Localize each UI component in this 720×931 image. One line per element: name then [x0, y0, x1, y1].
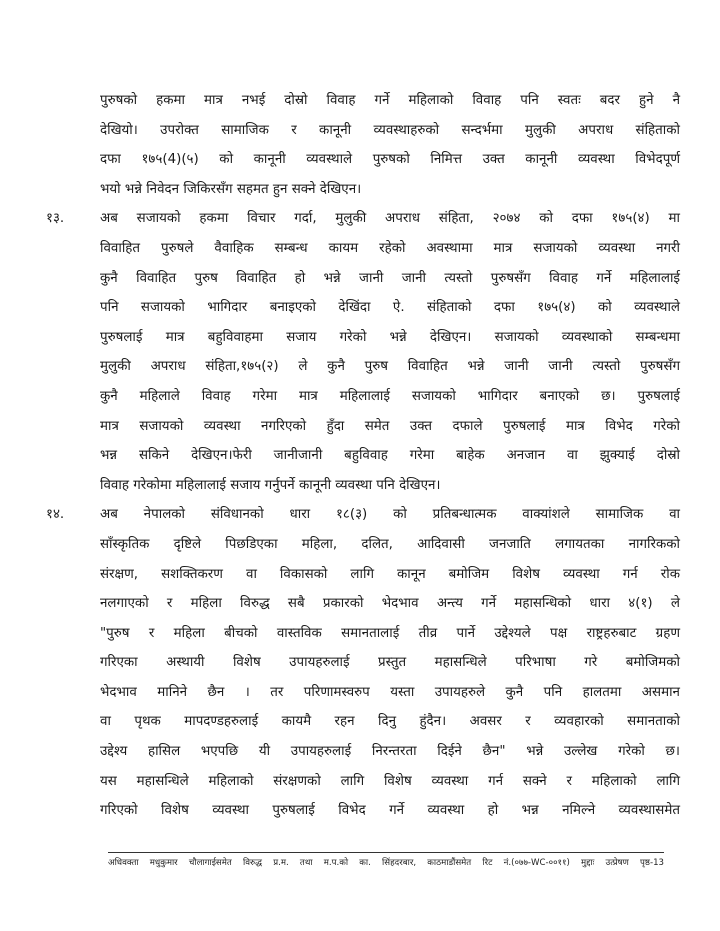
text-line: विवाह गरेकोमा महिलालाई सजाय गर्नुपर्ने कानूनी व्यवस्था पनि देखिएन।	[100, 477, 441, 493]
text-line: यस महासन्धिले महिलाको संरक्षणको लागि विशेष व्यवस्था गर्न सक्ने र महिलाको लागि	[100, 773, 680, 789]
text-line: मात्र सजायको व्यवस्था नगरिएको हुँदा समेत उक्त दफाले पुरुषलाई मात्र विभेद गरेको	[100, 418, 680, 434]
text-line: उद्देश्य हासिल भएपछि यी उपायहरुलाई निरन्तरता दिईने छैन" भन्ने उल्लेख गरेको छ।	[100, 744, 680, 760]
text-line: नलगाएको र महिला विरुद्ध सबै प्रकारको भेदभाव अन्त्य गर्ने महासन्धिको धारा ४(१) ले	[100, 596, 680, 612]
text-line: भयो भन्ने निवेदन जिकिरसँग सहमत हुन सक्ने देखिएन।	[100, 181, 362, 197]
document-body	[40, 86, 680, 826]
footer-divider	[108, 852, 664, 853]
paragraph-continuation	[40, 86, 680, 204]
text-line: साँस्कृतिक दृष्टिले पिछडिएका महिला, दलित, आदिवासी जनजाति लगायतका नागरिकको	[100, 536, 680, 552]
text-line: भन्न सकिने देखिएन।फेरी जानीजानी बहुविवाह गरेमा बाहेक अनजान वा झुक्याई दोस्रो	[100, 448, 680, 464]
paragraph-number: १३.	[46, 211, 65, 227]
text-line: संरक्षण, सशक्तिकरण वा विकासको लागि कानून बमोजिम विशेष व्यवस्था गर्न रोक	[100, 566, 680, 582]
paragraph-14	[40, 500, 680, 826]
text-line: विवाहित पुरुषले वैवाहिक सम्बन्ध कायम रहेको अवस्थामा मात्र सजायको व्यवस्था नगरी	[100, 240, 680, 256]
text-line: दफा १७५(4)(५) को कानूनी व्यवस्थाले पुरुषको निमित्त उक्त कानूनी व्यवस्था विभेदपूर्ण	[100, 152, 680, 168]
text-line: वा पृथक मापदण्डहरुलाई कायमै रहन दिनु हुंदैन। अवसर र व्यवहारको समानताको	[100, 714, 680, 730]
text-line: गरिएका अस्थायी विशेष उपायहरुलाई प्रस्तुत महासन्धिले परिभाषा गरे बमोजिमको	[100, 655, 680, 671]
text-line: कुनै महिलाले विवाह गरेमा मात्र महिलालाई सजायको भागिदार बनाएको छ। पुरुषलाई	[100, 388, 680, 404]
text-line: अब नेपालको संविधानको धारा १८(३) को प्रतिबन्धात्मक वाक्यांशले सामाजिक वा	[100, 507, 680, 523]
text-line: गरिएको विशेष व्यवस्था पुरुषलाई विभेद गर्ने व्यवस्था हो भन्न नमिल्ने व्यवस्थासमेत	[100, 803, 680, 819]
text-line: भेदभाव मानिने छैन । तर परिणामस्वरुप यस्ता उपायहरुले कुनै पनि हालतमा असमान	[100, 684, 680, 700]
text-line: देखियो। उपरोक्त सामाजिक र कानूनी व्यवस्थाहरुको सन्दर्भमा मुलुकी अपराध संहिताको	[100, 122, 680, 138]
text-line: अब सजायको हकमा विचार गर्दा, मुलुकी अपराध संहिता, २०७४ को दफा १७५(४) मा	[100, 211, 680, 227]
page-footer: अधिवक्ता मधुकुमार चौलागाईसमेत विरुद्ध प्र.म. तथा म.प.को का. सिंहदरबार, काठमाडौंसमेत रिट नं.(०७७-WC-००११) मुद्दाः उत्प्रेषण पृष्ठ-13	[108, 858, 664, 868]
text-line: पुरुषलाई मात्र बहुविवाहमा सजाय गरेको भन्ने देखिएन। सजायको व्यवस्थाको सम्बन्धमा	[100, 329, 680, 345]
text-line: कुनै विवाहित पुरुष विवाहित हो भन्ने जानी जानी त्यस्तो पुरुषसँग विवाह गर्ने महिलालाई	[100, 270, 680, 286]
text-line: "पुरुष र महिला बीचको वास्तविक समानतालाई तीव्र पार्ने उद्देश्यले पक्ष राष्ट्रहरुबाट ग्रहण	[100, 625, 680, 641]
paragraph-13	[40, 204, 680, 500]
text-line: पुरुषको हकमा मात्र नभई दोस्रो विवाह गर्ने महिलाको विवाह पनि स्वतः बदर हुने नै	[100, 93, 680, 108]
text-line: पनि सजायको भागिदार बनाइएको देखिंदा ऐ. संहिताको दफा १७५(४) को व्यवस्थाले	[100, 300, 680, 316]
paragraph-number: १४.	[46, 507, 65, 523]
text-line: मुलुकी अपराध संहिता,१७५(२) ले कुनै पुरुष विवाहित भन्ने जानी जानी त्यस्तो पुरुषसँग	[100, 359, 680, 375]
